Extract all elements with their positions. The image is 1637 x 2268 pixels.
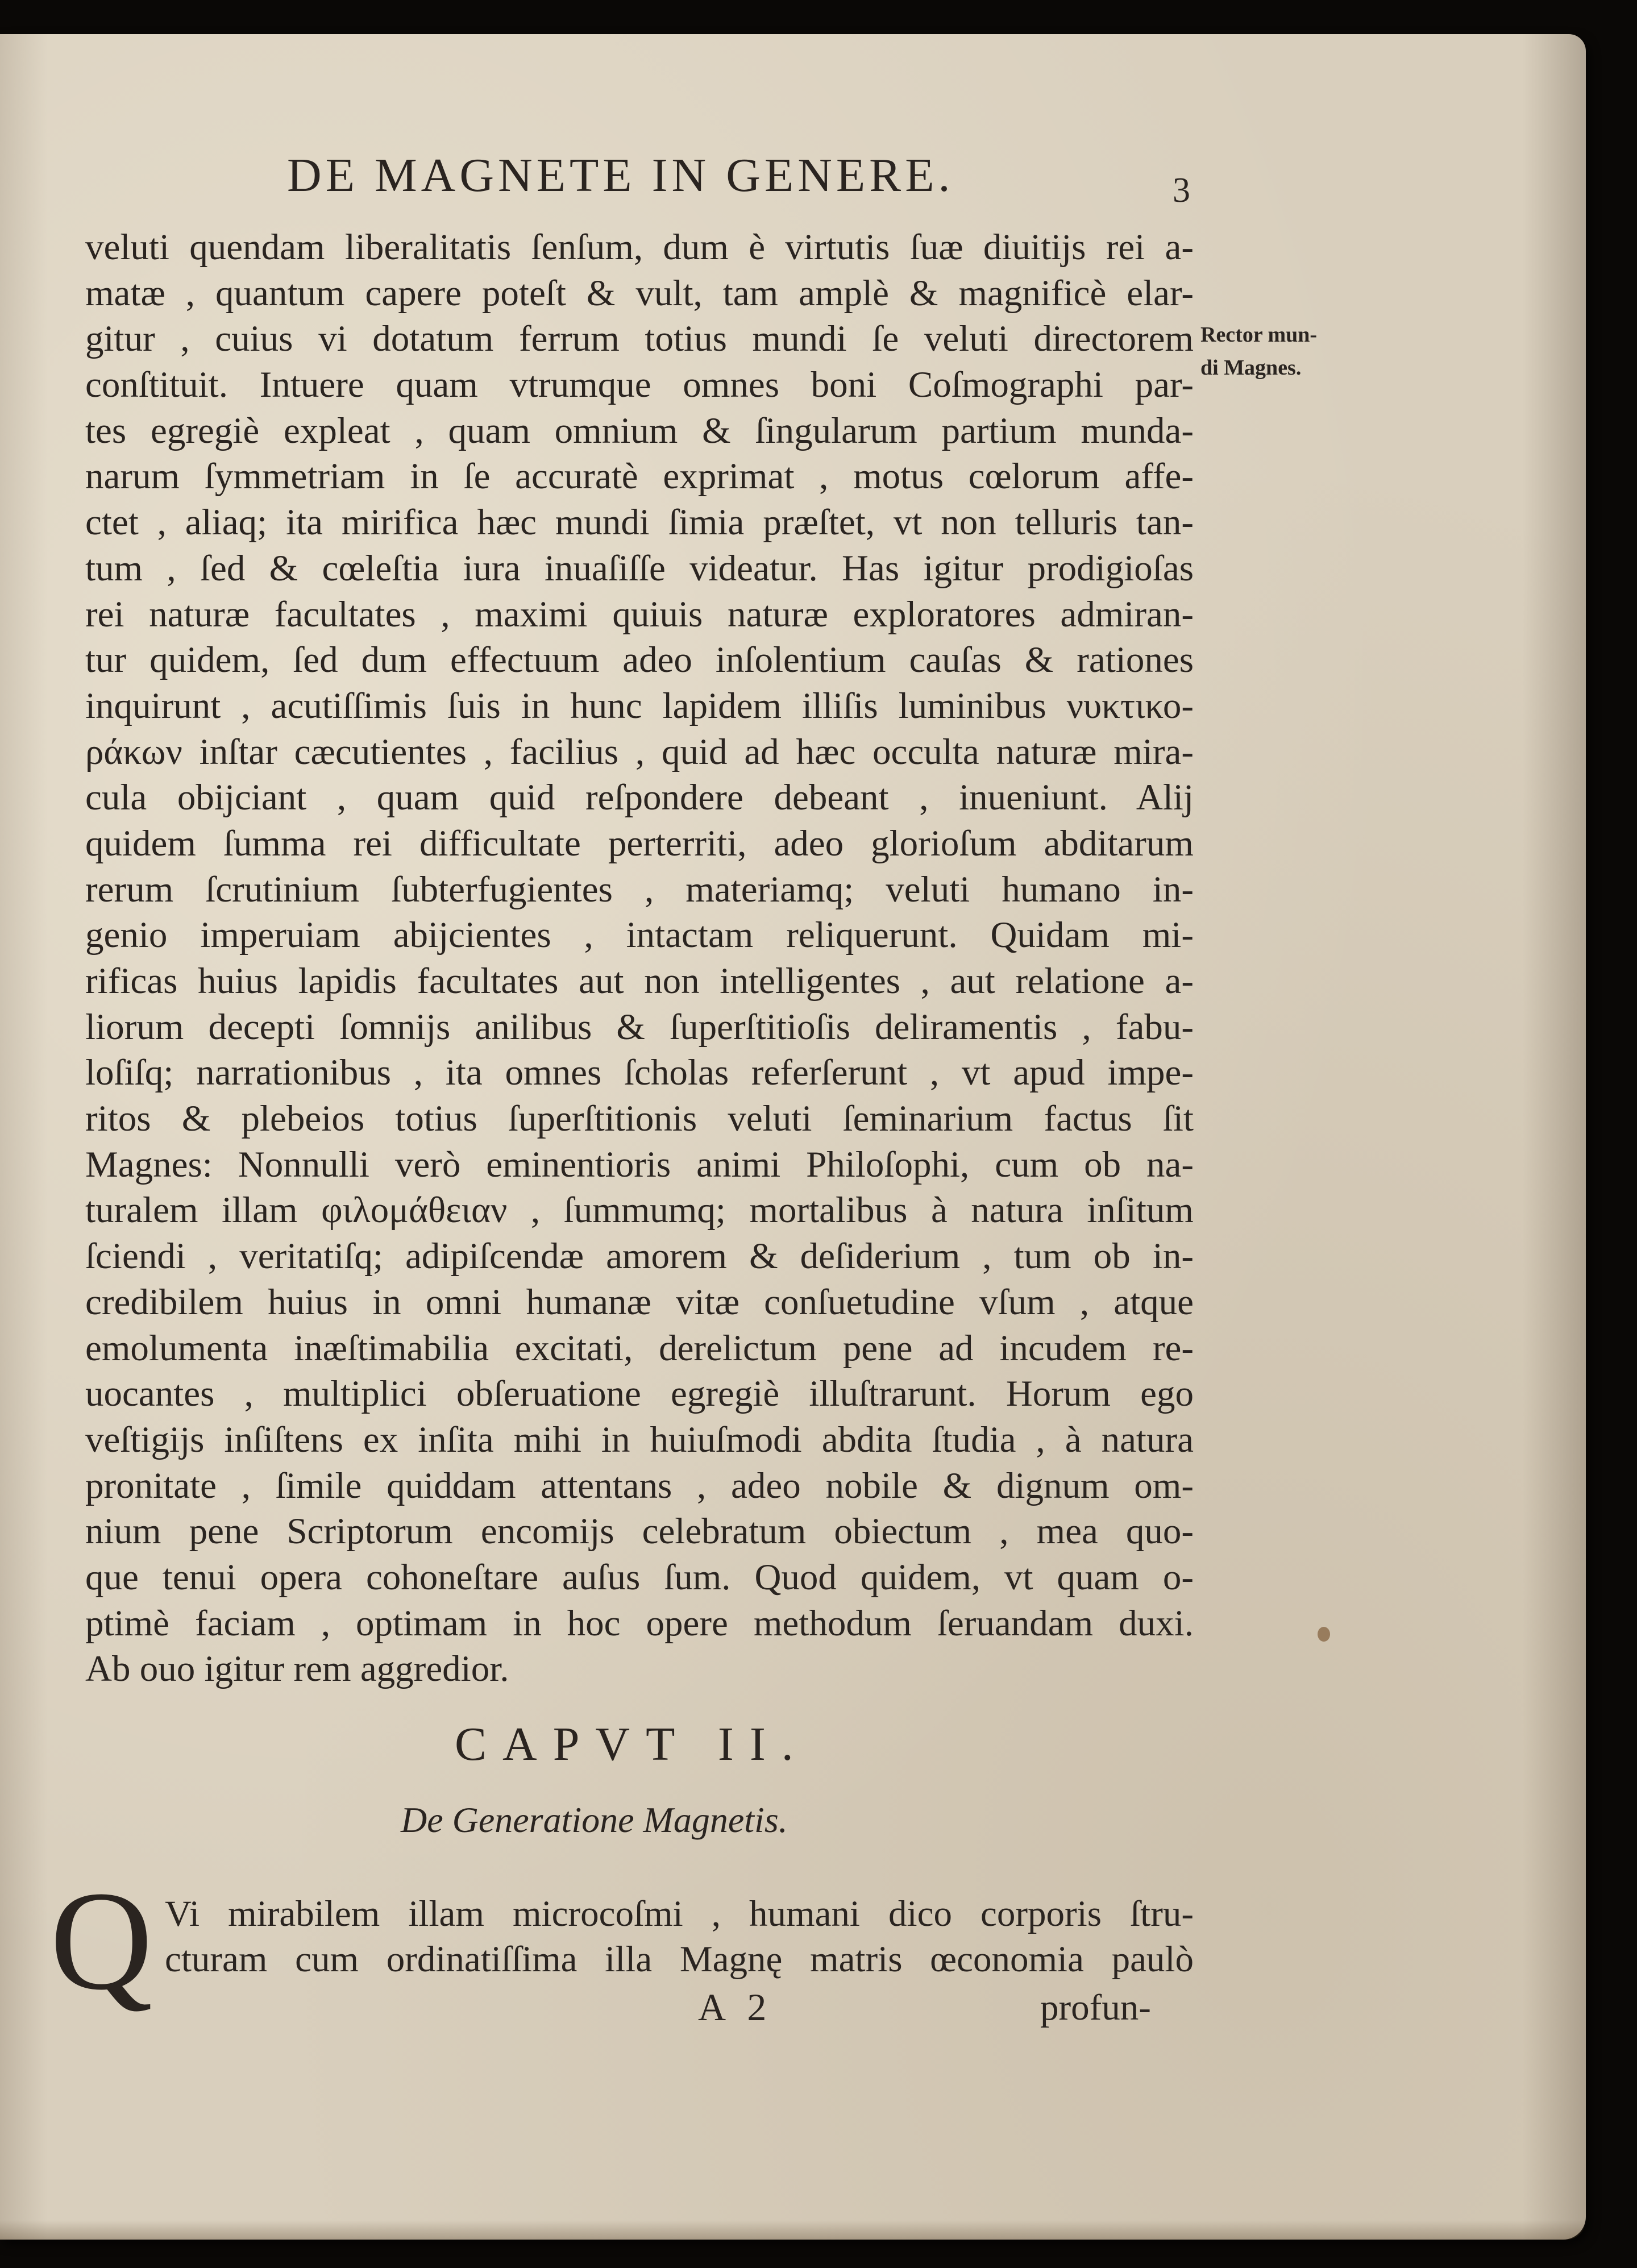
text-line: emolumenta inæſtimabilia excitati, derelictum pene ad incudem re-: [85, 1327, 1194, 1369]
text-line: rerum ſcrutinium ſubterfugientes , materiamq; veluti humano in-: [85, 869, 1194, 910]
catchword: profun-: [1040, 1987, 1151, 2028]
text-line: Ab ouo igitur rem aggredior.: [85, 1648, 509, 1690]
chapter-subtitle: De Generatione Magnetis.: [401, 1800, 788, 1840]
text-line: Magnes: Nonnulli verò eminentioris animi Philoſophi, cum ob na-: [85, 1144, 1194, 1185]
text-line: cturam cum ordinatiſſima illa Magnę matris œconomia paulò: [165, 1939, 1194, 1980]
text-line: tur quidem, ſed dum effectuum adeo inſolentium cauſas & rationes: [85, 639, 1194, 681]
text-line: liorum decepti ſomnijs anilibus & ſuperſtitioſis deliramentis , fabu-: [85, 1006, 1194, 1048]
text-line: conſtituit. Intuere quam vtrumque omnes boni Coſmographi par-: [85, 364, 1194, 406]
text-line: loſiſq; narrationibus , ita omnes ſcholas referſerunt , vt apud impe-: [85, 1052, 1194, 1094]
text-line: tum , ſed & cœleſtia iura inuaſiſſe videatur. Has igitur prodigioſas: [85, 547, 1194, 589]
text-line: genio imperuiam abijcientes , intactam reliquerunt. Quidam mi-: [85, 915, 1194, 956]
text-line: nium pene Scriptorum encomijs celebratum obiectum , mea quo-: [85, 1511, 1194, 1552]
text-line: uocantes , multiplici obſeruatione egregiè illuſtrarunt. Horum ego: [85, 1373, 1194, 1415]
text-line: credibilem huius in omni humanæ vitæ conſuetudine vſum , atque: [85, 1281, 1194, 1323]
text-line: rificas huius lapidis facultates aut non intelligentes , aut relatione a-: [85, 961, 1194, 1002]
page-edge-shadow: [0, 2220, 1586, 2240]
text-line: veſtigijs inſiſtens ex inſita mihi in huiuſmodi abdita ſtudia , à natura: [85, 1419, 1194, 1460]
body-text: [85, 225, 1194, 1692]
text-line: pronitate , ſimile quiddam attentans , adeo nobile & dignum om-: [85, 1465, 1194, 1506]
chapter-text: [165, 1891, 1194, 1982]
text-line: cula obijciant , quam quid reſpondere debeant , inueniunt. Alij: [85, 777, 1194, 819]
text-line: ράκων inſtar cæcutientes , facilius , quid ad hæc occulta naturæ mira-: [85, 731, 1194, 772]
marginal-note-line: Rector mun-: [1200, 323, 1318, 347]
text-line: ptimè faciam , optimam in hoc opere methodum ſeruandam duxi.: [85, 1602, 1194, 1644]
text-line: ritos & plebeios totius ſuperſtitionis veluti ſeminarium factus ſit: [85, 1098, 1194, 1140]
text-line: que tenui opera cohoneſtare auſus ſum. Quod quidem, vt quam o-: [85, 1556, 1194, 1598]
text-line: rei naturæ facultates , maximi quiuis naturæ exploratores admiran-: [85, 593, 1194, 635]
signature-mark: A 2: [698, 1985, 774, 2029]
marginal-note-line: di Magnes.: [1200, 356, 1302, 380]
text-line: Vi mirabilem illam microcoſmi , humani dico corporis ſtru-: [165, 1893, 1194, 1934]
text-line: ſciendi , veritatiſq; adipiſcendæ amorem & deſiderium , tum ob in-: [85, 1236, 1194, 1277]
text-line: tes egregiè expleat , quam omnium & ſingularum partium munda-: [85, 410, 1194, 451]
text-line: turalem illam φιλομάθειαν , ſummumq; mortalibus à natura inſitum: [85, 1190, 1194, 1231]
text-line: narum ſymmetriam in ſe accuratè exprimat , motus cœlorum affe-: [85, 456, 1194, 497]
chapter-heading: CAPVT II.: [455, 1718, 809, 1771]
text-line: matæ , quantum capere poteſt & vult, tam amplè & magnificè elar-: [85, 272, 1194, 314]
text-line: ctet , aliaq; ita mirifica hæc mundi ſimia præſtet, vt non telluris tan-: [85, 502, 1194, 543]
text-line: inquirunt , acutiſſimis ſuis in hunc lapidem illiſis luminibus νυκτικο-: [85, 685, 1194, 726]
marginal-note: [1200, 318, 1317, 384]
running-head: DE MAGNETE IN GENERE.: [287, 149, 954, 202]
text-line: veluti quendam liberalitatis ſenſum, dum è virtutis ſuæ diuitijs rei a-: [85, 227, 1194, 268]
text-line: quidem ſumma rei difficultate perterriti, adeo glorioſum abditarum: [85, 823, 1194, 864]
page-number: 3: [1173, 171, 1190, 210]
drop-cap: Q: [50, 1862, 153, 2020]
text-line: gitur , cuius vi dotatum ferrum totius mundi ſe veluti directorem: [85, 318, 1194, 360]
paper-stain: [1318, 1627, 1330, 1642]
